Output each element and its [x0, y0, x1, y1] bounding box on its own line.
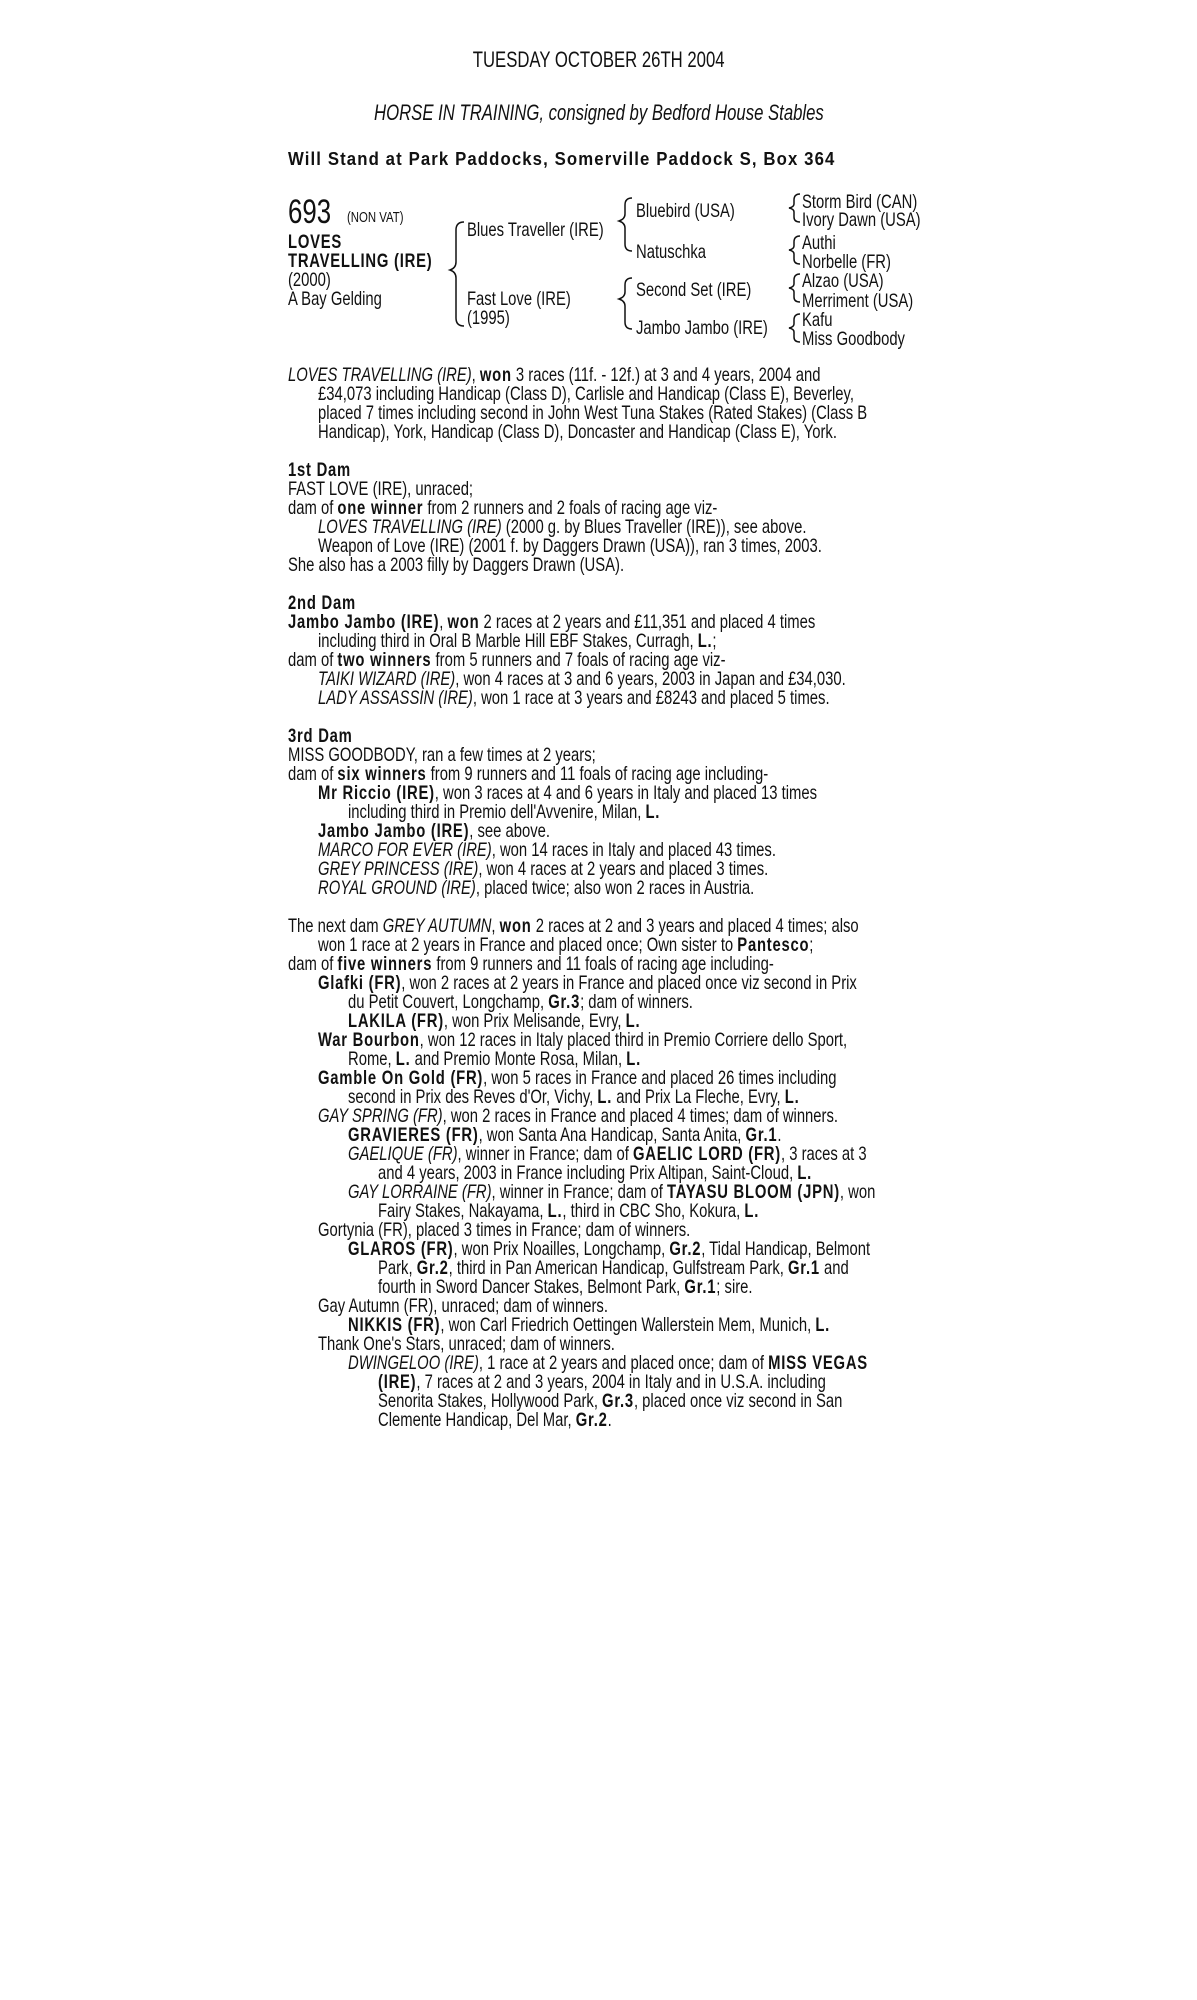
- next-line: GRAVIERES (FR), won Santa Ana Handicap, Santa Anita, Gr.1.: [348, 1124, 782, 1146]
- dam2-line: including third in Oral B Marble Hill EBF Stakes, Curragh, L.;: [318, 630, 717, 652]
- dam3-line: MARCO FOR EVER (IRE), won 14 races in Italy and placed 43 times.: [318, 839, 776, 861]
- next-line: (IRE), 7 races at 2 and 3 years, 2004 in Italy and in U.S.A. including: [378, 1371, 826, 1393]
- lot-number: 693: [288, 193, 332, 231]
- dam3-line: Mr Riccio (IRE), won 3 races at 4 and 6 years in Italy and placed 13 times: [318, 782, 818, 804]
- sire-sire: Bluebird (USA): [636, 200, 735, 222]
- dam2-line: TAIKI WIZARD (IRE), won 4 races at 3 and 6 years, 2003 in Japan and £34,030.: [318, 668, 846, 690]
- sire-name: Blues Traveller (IRE): [467, 219, 604, 241]
- horse-name-line2: TRAVELLING (IRE): [288, 250, 433, 272]
- sale-date: TUESDAY OCTOBER 26TH 2004: [472, 47, 725, 72]
- dam2-line: LADY ASSASSIN (IRE), won 1 race at 3 years and £8243 and placed 5 times.: [318, 687, 830, 709]
- dam1-line: FAST LOVE (IRE), unraced;: [288, 478, 474, 500]
- ancestor-5: Alzao (USA): [802, 270, 884, 292]
- next-line: and 4 years, 2003 in France including Prix Altipan, Saint-Cloud, L.: [378, 1162, 813, 1184]
- ancestor-8: Miss Goodbody: [802, 328, 905, 350]
- consignment-line: HORSE IN TRAINING, consigned by Bedford House Stables: [373, 100, 824, 125]
- dam3-line: GREY PRINCESS (IRE), won 4 races at 2 years and placed 3 times.: [318, 858, 769, 880]
- ancestor-2: Ivory Dawn (USA): [802, 209, 921, 231]
- dam3-line: including third in Premio dell'Avvenire, Milan, L.: [348, 801, 661, 823]
- next-line: Gay Autumn (FR), unraced; dam of winners.: [318, 1295, 608, 1317]
- dam3-line: Jambo Jambo (IRE), see above.: [318, 820, 551, 842]
- dam-dam: Jambo Jambo (IRE): [636, 317, 768, 339]
- sire-dam: Natuschka: [636, 241, 707, 263]
- next-line: NIKKIS (FR), won Carl Friedrich Oettingen Wallerstein Mem, Munich, L.: [348, 1314, 831, 1336]
- next-line: Glafki (FR), won 2 races at 2 years in France and placed once viz second in Prix: [318, 972, 857, 994]
- next-line: Rome, L. and Premio Monte Rosa, Milan, L.: [348, 1048, 641, 1070]
- dam-name: Fast Love (IRE): [467, 288, 571, 310]
- vat-status: (NON VAT): [347, 209, 404, 226]
- next-line: Senorita Stakes, Hollywood Park, Gr.3, placed once viz second in San: [378, 1390, 843, 1412]
- next-line: GAY LORRAINE (FR), winner in France; dam of TAYASU BLOOM (JPN), won: [348, 1181, 876, 1203]
- next-line: Fairy Stakes, Nakayama, L., third in CBC Sho, Kokura, L.: [378, 1200, 760, 1222]
- ancestor-3: Authi: [802, 232, 836, 254]
- next-line: GAELIQUE (FR), winner in France; dam of GAELIC LORD (FR), 3 races at 3: [348, 1143, 867, 1165]
- dam2-line: 2nd Dam: [288, 592, 356, 614]
- next-line: Park, Gr.2, third in Pan American Handicap, Gulfstream Park, Gr.1 and: [378, 1257, 849, 1279]
- next-line: The next dam GREY AUTUMN, won 2 races at 2 and 3 years and placed 4 times; also: [288, 915, 859, 937]
- ancestor-7: Kafu: [802, 309, 833, 331]
- dam3-line: dam of six winners from 9 runners and 11 foals of racing age including-: [288, 763, 769, 785]
- horse-description: A Bay Gelding: [288, 288, 382, 310]
- dam1-line: dam of one winner from 2 runners and 2 foals of racing age viz-: [288, 497, 718, 519]
- ancestor-1: Storm Bird (CAN): [802, 191, 918, 213]
- intro-line: Handicap), York, Handicap (Class D), Doncaster and Handicap (Class E), York.: [318, 421, 837, 443]
- next-line: Gortynia (FR), placed 3 times in France; dam of winners.: [318, 1219, 691, 1241]
- horse-year: (2000): [288, 269, 331, 291]
- dam1-line: Weapon of Love (IRE) (2001 f. by Daggers Drawn (USA)), ran 3 times, 2003.: [318, 535, 822, 557]
- next-line: Gamble On Gold (FR), won 5 races in France and placed 26 times including: [318, 1067, 837, 1089]
- next-line: GLAROS (FR), won Prix Noailles, Longchamp, Gr.2, Tidal Handicap, Belmont: [348, 1238, 871, 1260]
- dam1-line: 1st Dam: [288, 459, 351, 481]
- dam-year: (1995): [467, 307, 510, 329]
- intro-line: placed 7 times including second in John West Tuna Stakes (Rated Stakes) (Class B: [318, 402, 868, 424]
- ancestor-4: Norbelle (FR): [802, 251, 891, 273]
- dam-sire: Second Set (IRE): [636, 279, 752, 301]
- ancestor-6: Merriment (USA): [802, 290, 914, 312]
- next-line: dam of five winners from 9 runners and 11 foals of racing age including-: [288, 953, 774, 975]
- dam1-line: LOVES TRAVELLING (IRE) (2000 g. by Blues Traveller (IRE)), see above.: [318, 516, 807, 538]
- next-line: War Bourbon, won 12 races in Italy placed third in Premio Corriere dello Sport,: [318, 1029, 848, 1051]
- horse-name-line1: LOVES: [288, 231, 343, 253]
- next-line: DWINGELOO (IRE), 1 race at 2 years and placed once; dam of MISS VEGAS: [348, 1352, 868, 1374]
- next-line: Clemente Handicap, Del Mar, Gr.2.: [378, 1409, 612, 1431]
- next-line: GAY SPRING (FR), won 2 races in France and placed 4 times; dam of winners.: [318, 1105, 839, 1127]
- dam3-line: 3rd Dam: [288, 725, 353, 747]
- next-line: LAKILA (FR), won Prix Melisande, Evry, L.: [348, 1010, 641, 1032]
- dam1-line: She also has a 2003 filly by Daggers Drawn (USA).: [288, 554, 625, 576]
- stand-line: Will Stand at Park Paddocks, Somerville Paddock S, Box 364: [288, 149, 836, 169]
- next-line: fourth in Sword Dancer Stakes, Belmont Park, Gr.1; sire.: [378, 1276, 753, 1298]
- dam2-line: dam of two winners from 5 runners and 7 foals of racing age viz-: [288, 649, 726, 671]
- dam3-line: ROYAL GROUND (IRE), placed twice; also won 2 races in Austria.: [318, 877, 755, 899]
- next-line: won 1 race at 2 years in France and placed once; Own sister to Pantesco;: [318, 934, 814, 956]
- intro-line: LOVES TRAVELLING (IRE), won 3 races (11f. - 12f.) at 3 and 4 years, 2004 and: [288, 364, 821, 386]
- dam3-line: MISS GOODBODY, ran a few times at 2 years;: [288, 744, 596, 766]
- next-line: du Petit Couvert, Longchamp, Gr.3; dam of winners.: [348, 991, 693, 1013]
- dam2-line: Jambo Jambo (IRE), won 2 races at 2 years and £11,351 and placed 4 times: [288, 611, 816, 633]
- next-line: Thank One's Stars, unraced; dam of winners.: [318, 1333, 615, 1355]
- next-line: second in Prix des Reves d'Or, Vichy, L. and Prix La Fleche, Evry, L.: [348, 1086, 800, 1108]
- intro-line: £34,073 including Handicap (Class D), Carlisle and Handicap (Class E), Beverley,: [318, 383, 854, 405]
